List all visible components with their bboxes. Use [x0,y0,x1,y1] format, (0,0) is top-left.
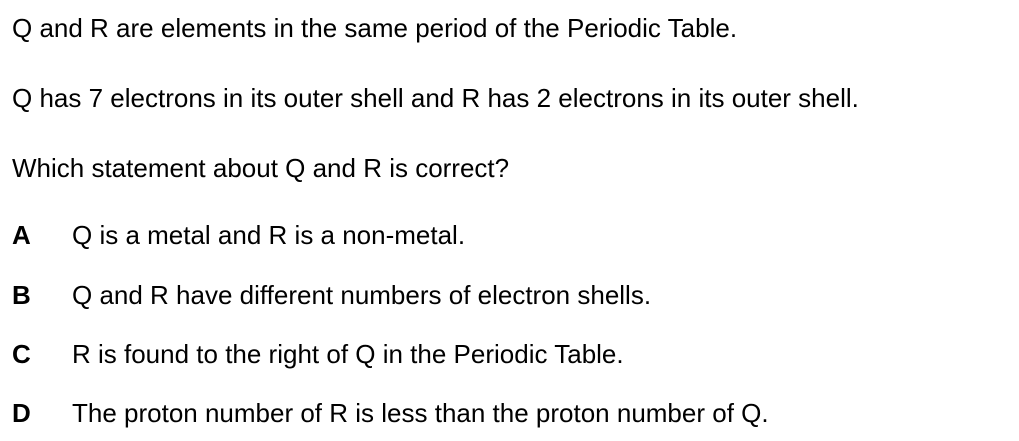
stem-line-context: Q and R are elements in the same period of the Periodic Table. [12,13,738,43]
option-d[interactable] [12,398,769,428]
stem-line-prompt: Which statement about Q and R is correct? [12,153,510,183]
stem-line-electrons: Q has 7 electrons in its outer shell and R has 2 electrons in its outer shell. [12,83,859,113]
option-text: Q is a metal and R is a non-metal. [72,220,466,250]
option-text: The proton number of R is less than the proton number of Q. [72,398,769,428]
option-c[interactable] [12,339,624,369]
option-b[interactable] [12,280,651,310]
option-text: Q and R have different numbers of electron shells. [72,280,652,310]
option-letter: B [12,280,31,310]
option-letter: C [12,339,31,369]
option-letter: A [12,220,31,250]
option-text: R is found to the right of Q in the Periodic Table. [72,339,624,369]
option-letter: D [12,398,31,428]
option-a[interactable] [12,220,465,250]
